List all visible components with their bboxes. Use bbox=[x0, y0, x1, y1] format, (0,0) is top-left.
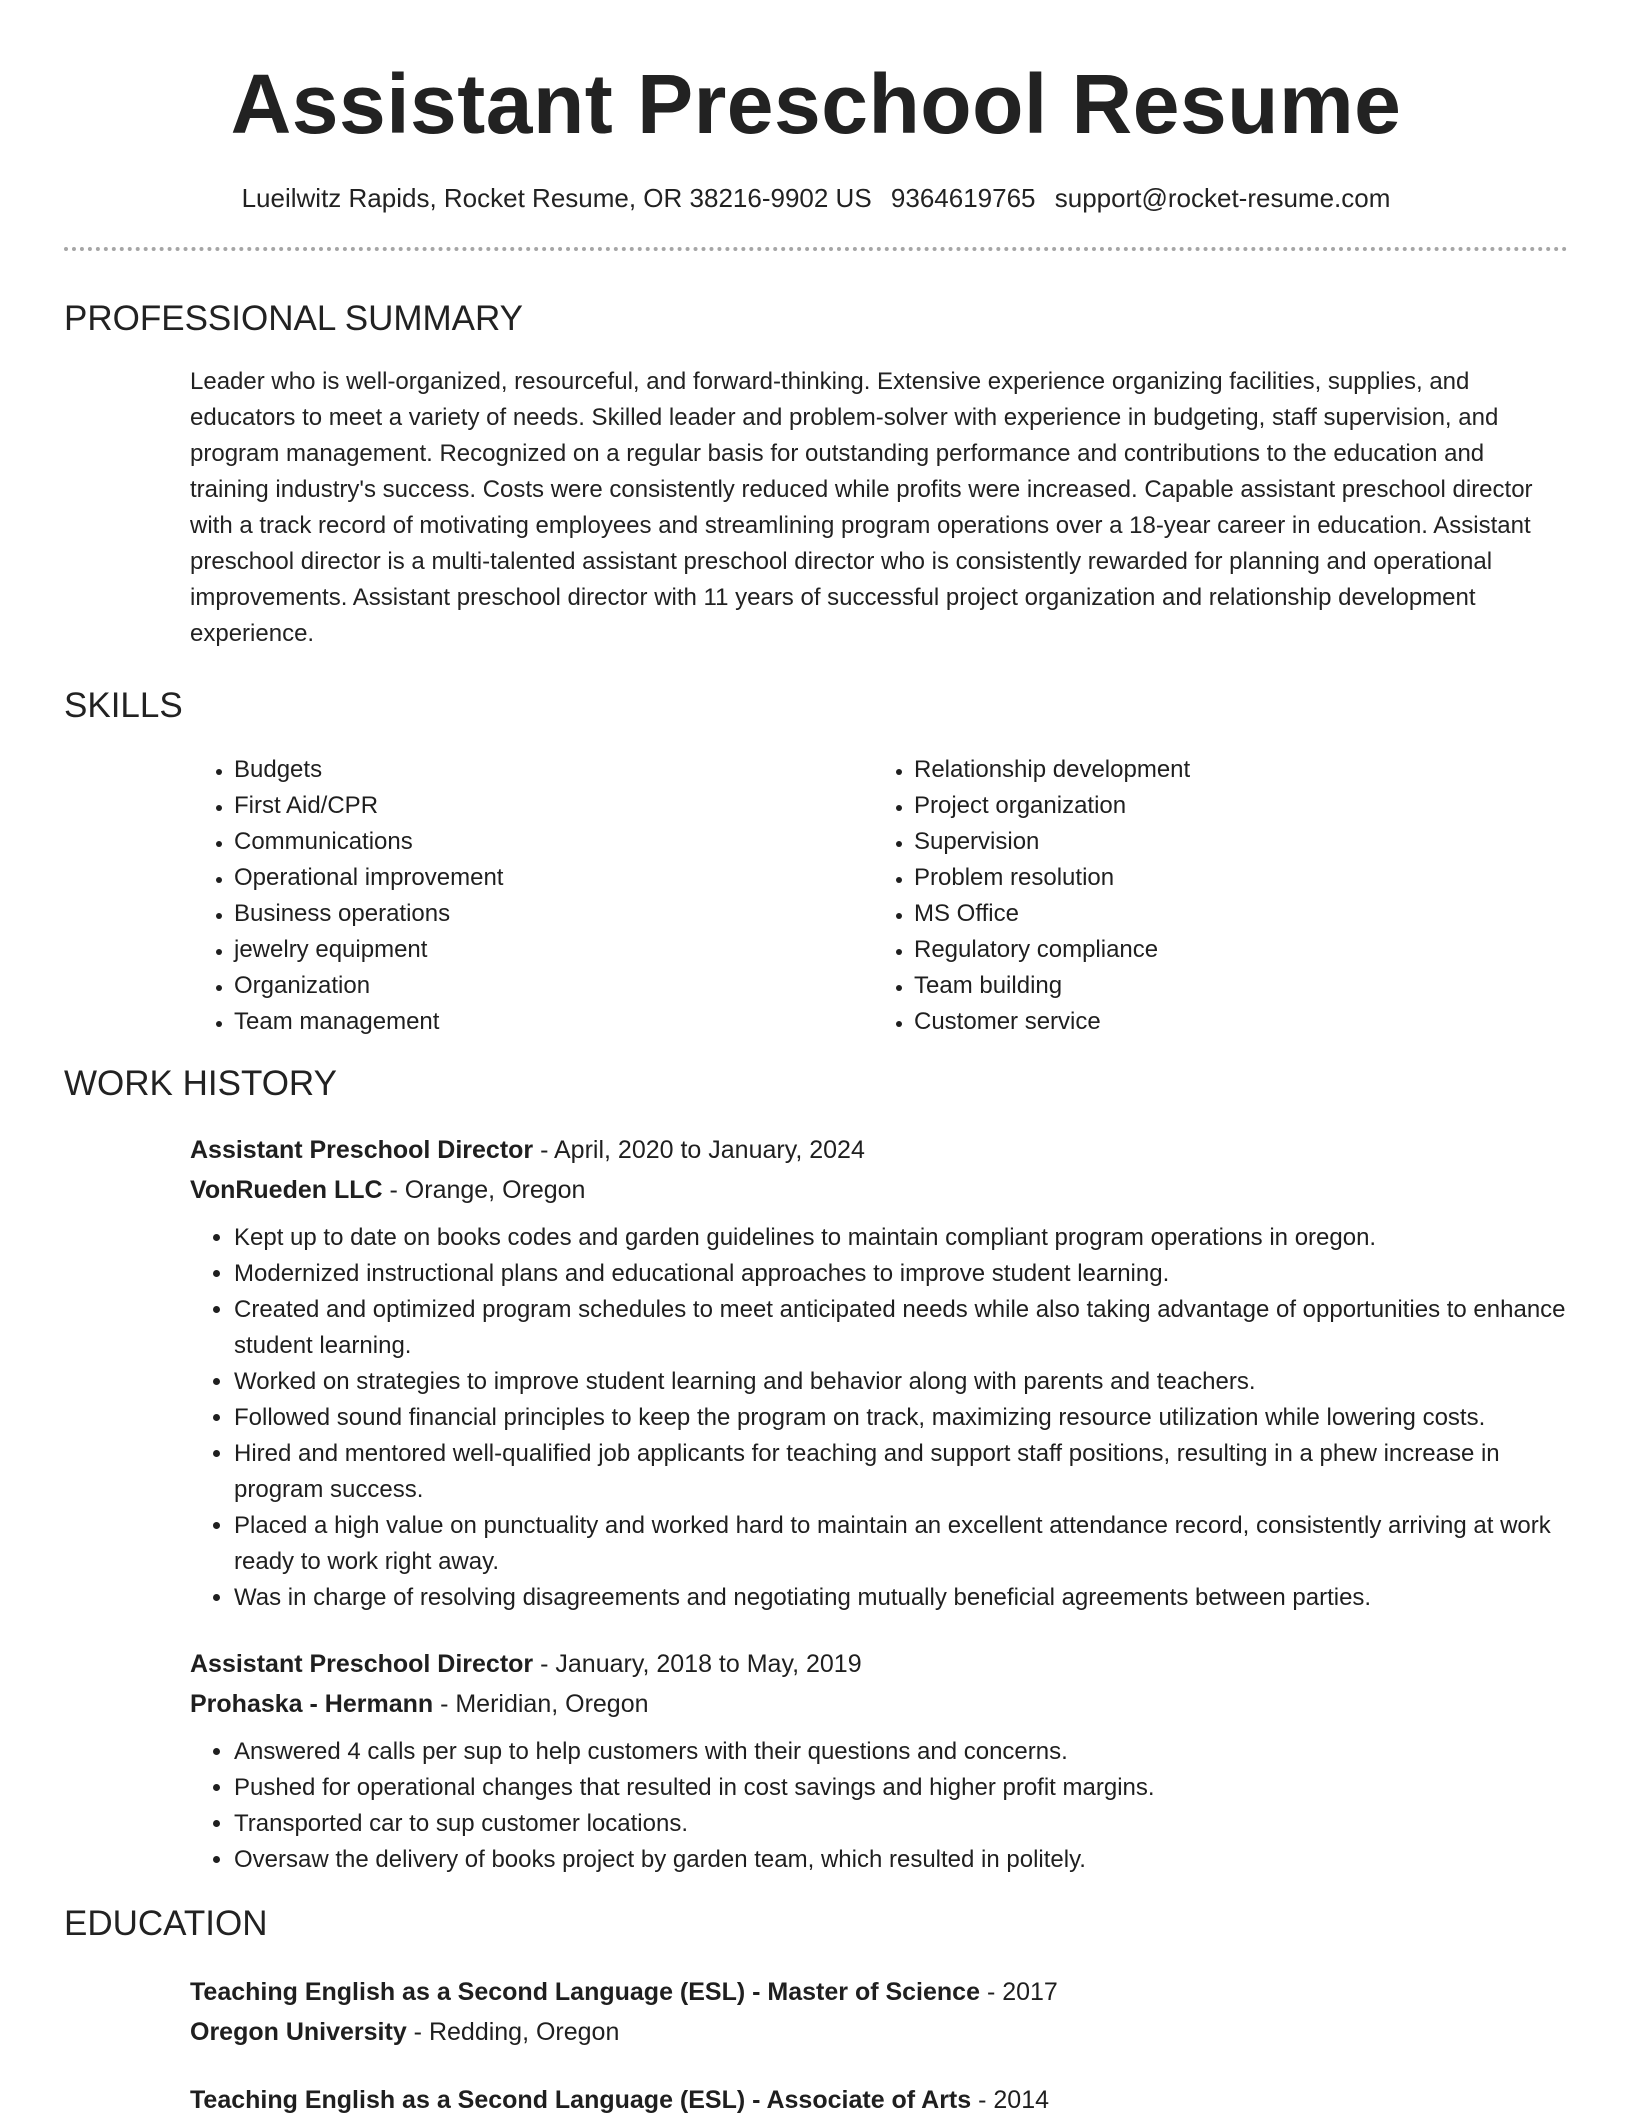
skill-item: • jewelry equipment bbox=[234, 932, 870, 968]
resume-page bbox=[64, 0, 1568, 2120]
education-location: - Redding, Oregon bbox=[406, 2018, 620, 2046]
skill-item: • Problem resolution bbox=[914, 860, 1550, 896]
header-divider bbox=[64, 247, 1568, 251]
job-bullet: • Placed a high value on punctuality and worked hard to maintain an excellent attendance record, consistently arriving at work ready to work right away. bbox=[234, 1508, 1568, 1580]
skills-list bbox=[190, 752, 1568, 1040]
job-bullet: • Worked on strategies to improve student learning and behavior along with parents and teachers. bbox=[234, 1364, 1568, 1400]
job-dates: - April, 2020 to January, 2024 bbox=[533, 1136, 865, 1164]
job-dates: - January, 2018 to May, 2019 bbox=[533, 1650, 862, 1678]
work-history-heading: WORK HISTORY bbox=[64, 1064, 337, 1103]
job-entry bbox=[190, 1644, 1568, 1878]
job-bullet: • Modernized instructional plans and educational approaches to improve student learning. bbox=[234, 1256, 1568, 1292]
skill-item: • Project organization bbox=[914, 788, 1550, 824]
job-bullet: • Pushed for operational changes that resulted in cost savings and higher profit margins. bbox=[234, 1770, 1568, 1806]
job-entry bbox=[190, 1130, 1568, 1616]
skill-item: • Communications bbox=[234, 824, 870, 860]
skill-item: • Relationship development bbox=[914, 752, 1550, 788]
skill-item: • Regulatory compliance bbox=[914, 932, 1550, 968]
contact-address: Lueilwitz Rapids, Rocket Resume, OR 38216-9902 US bbox=[241, 183, 872, 213]
education-school: Oregon University bbox=[190, 2018, 407, 2046]
job-title: Assistant Preschool Director bbox=[190, 1136, 534, 1164]
summary-text: Leader who is well-organized, resourceful, and forward-thinking. Extensive experience organizing facilities, supplies, and educators to meet a variety of needs. Skilled leader and problem-solver with experience in budgeting, staff supervision, and program management. Recognized on a regular basis for outstanding performance and contributions to the education and training industry's success. Costs were consistently reduced while profits were increased. Capable assistant preschool director with a track record of motivating employees and streamlining program operations over a 18-year career in education. Assistant preschool director is a multi-talented assistant preschool director who is consistently rewarded for planning and operational improvements. Assistant preschool director with 11 years of successful project organization and relationship development experience. bbox=[190, 368, 1533, 647]
job-bullet: • Transported car to sup customer locations. bbox=[234, 1806, 1568, 1842]
job-company: Prohaska - Hermann bbox=[190, 1690, 434, 1718]
job-bullet: • Oversaw the delivery of books project by garden team, which resulted in politely. bbox=[234, 1842, 1568, 1878]
skill-item: • MS Office bbox=[914, 896, 1550, 932]
contact-email: support@rocket-resume.com bbox=[1054, 183, 1391, 213]
skill-item: • Supervision bbox=[914, 824, 1550, 860]
job-company-line bbox=[190, 1170, 1568, 1210]
education-degree: Teaching English as a Second Language (ESL) - Associate of Arts bbox=[190, 2086, 972, 2114]
skills-column-right bbox=[870, 752, 1550, 1040]
skill-item: • Operational improvement bbox=[234, 860, 870, 896]
skill-item: • Customer service bbox=[914, 1004, 1550, 1040]
education-heading: EDUCATION bbox=[64, 1904, 268, 1943]
job-bullets bbox=[190, 1734, 1568, 1878]
job-company: VonRueden LLC bbox=[190, 1176, 383, 1204]
education-year: - 2017 bbox=[980, 1978, 1058, 2006]
job-bullet: • Kept up to date on books codes and garden guidelines to maintain compliant program operations in oregon. bbox=[234, 1220, 1568, 1256]
job-bullet: • Created and optimized program schedules to meet anticipated needs while also taking advantage of opportunities to enhance student learning. bbox=[234, 1292, 1568, 1364]
job-bullet: • Followed sound financial principles to keep the program on track, maximizing resource utilization while lowering costs. bbox=[234, 1400, 1568, 1436]
job-company-line bbox=[190, 1684, 1568, 1724]
skill-item: • First Aid/CPR bbox=[234, 788, 870, 824]
job-bullet: • Answered 4 calls per sup to help customers with their questions and concerns. bbox=[234, 1734, 1568, 1770]
skill-item: • Organization bbox=[234, 968, 870, 1004]
resume-title: Assistant Preschool Resume bbox=[230, 57, 1402, 151]
skills-column-left bbox=[190, 752, 870, 1040]
education-entry bbox=[190, 2080, 1568, 2120]
skill-item: • Team building bbox=[914, 968, 1550, 1004]
contact-line bbox=[64, 178, 1568, 218]
education-entry bbox=[190, 1972, 1568, 2052]
contact-phone: 9364619765 bbox=[890, 183, 1036, 213]
skill-item: • Team management bbox=[234, 1004, 870, 1040]
job-location: - Orange, Oregon bbox=[382, 1176, 586, 1204]
job-bullets bbox=[190, 1220, 1568, 1616]
job-location: - Meridian, Oregon bbox=[433, 1690, 649, 1718]
education-degree-line bbox=[190, 1972, 1568, 2012]
job-title-line bbox=[190, 1130, 1568, 1170]
job-bullet: • Hired and mentored well-qualified job applicants for teaching and support staff positions, resulting in a phew increase in program success. bbox=[234, 1436, 1568, 1508]
skill-item: • Business operations bbox=[234, 896, 870, 932]
job-title-line bbox=[190, 1644, 1568, 1684]
job-bullet: • Was in charge of resolving disagreements and negotiating mutually beneficial agreements between parties. bbox=[234, 1580, 1568, 1616]
education-degree-line bbox=[190, 2080, 1568, 2120]
job-title: Assistant Preschool Director bbox=[190, 1650, 534, 1678]
summary-heading: PROFESSIONAL SUMMARY bbox=[64, 299, 523, 338]
education-year: - 2014 bbox=[971, 2086, 1050, 2114]
education-degree: Teaching English as a Second Language (ESL) - Master of Science bbox=[190, 1978, 980, 2006]
skills-heading: SKILLS bbox=[64, 686, 183, 725]
skill-item: • Budgets bbox=[234, 752, 870, 788]
education-school-line bbox=[190, 2012, 1568, 2052]
